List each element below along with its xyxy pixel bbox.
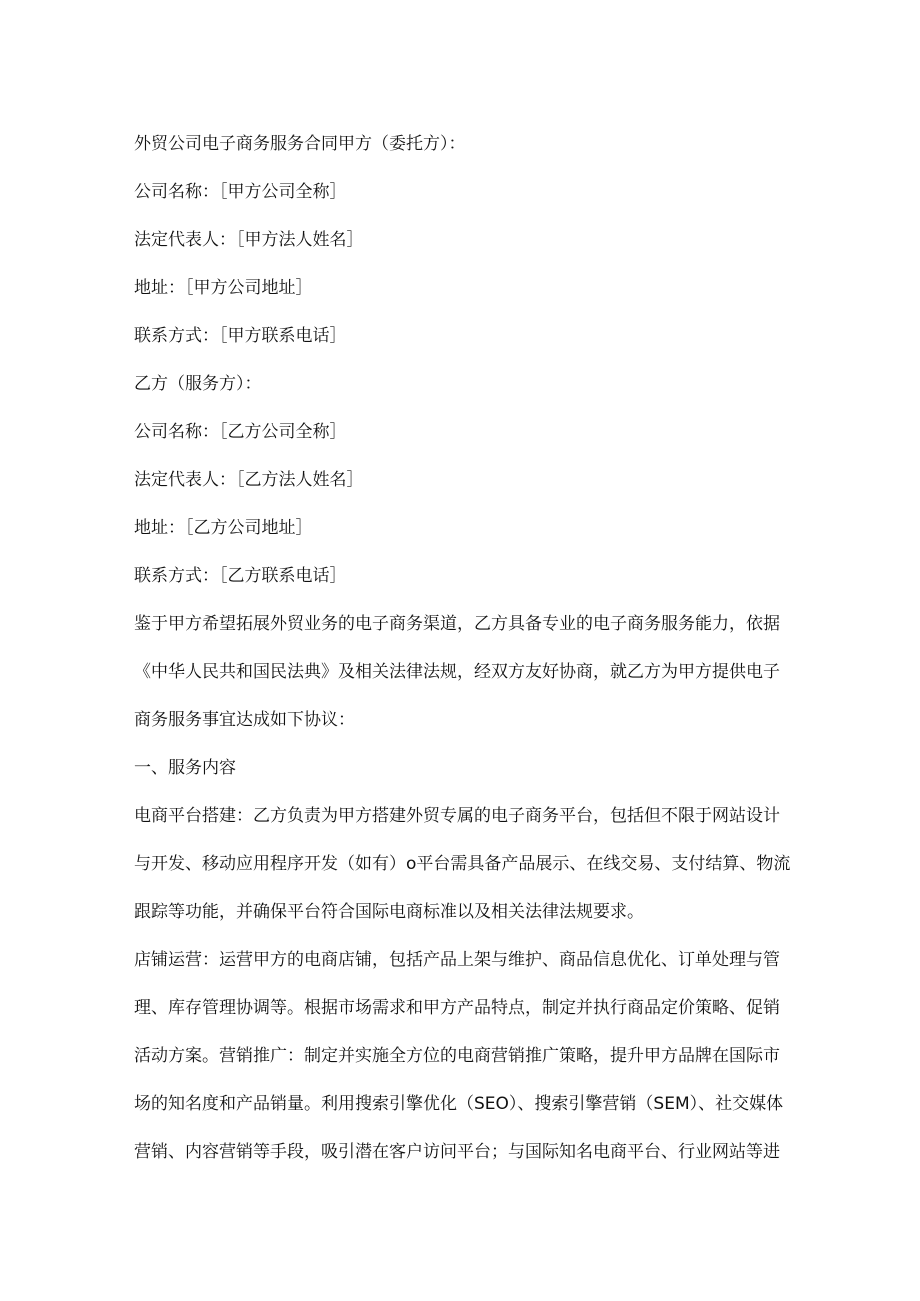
platform-line: 电商平台搭建：乙方负责为甲方搭建外贸专属的电子商务平台，包括但不限于网站设计 xyxy=(134,806,780,826)
party-a-address: 地址：［甲方公司地址］ xyxy=(134,278,313,298)
platform-line: 跟踪等功能，并确保平台符合国际电商标准以及相关法律法规要求。 xyxy=(134,902,644,922)
operation-line: 活动方案。营销推广：制定并实施全方位的电商营销推广策略，提升甲方品牌在国际市 xyxy=(134,1046,780,1066)
preamble-line: 商务服务事宜达成如下协议： xyxy=(134,710,355,730)
operation-line: 营销、内容营销等手段，吸引潜在客户访问平台；与国际知名电商平台、行业网站等进 xyxy=(134,1142,780,1162)
platform-line: 与开发、移动应用程序开发（如有）o平台需具备产品展示、在线交易、支付结算、物流 xyxy=(134,854,791,874)
contract-title: 外贸公司电子商务服务合同甲方（委托方）： xyxy=(134,134,466,154)
operation-paragraph xyxy=(134,936,794,1176)
party-a-contact: 联系方式：［甲方联系电话］ xyxy=(134,326,347,346)
operation-line: 场的知名度和产品销量。利用搜索引擎优化（SEO）、搜索引擎营销（SEM）、社交媒体 xyxy=(134,1094,784,1114)
platform-paragraph xyxy=(134,792,794,936)
party-b-heading: 乙方（服务方）： xyxy=(134,374,262,394)
operation-line: 理、库存管理协调等。根据市场需求和甲方产品特点，制定并执行商品定价策略、促销 xyxy=(134,998,780,1018)
party-b-address: 地址：［乙方公司地址］ xyxy=(134,518,313,538)
preamble-line: 《中华人民共和国民法典》及相关法律法规，经双方友好协商，就乙方为甲方提供电子 xyxy=(134,662,780,682)
party-a-company: 公司名称：［甲方公司全称］ xyxy=(134,182,347,202)
contract-document xyxy=(134,120,794,1176)
party-b-representative: 法定代表人：［乙方法人姓名］ xyxy=(134,470,364,490)
preamble-paragraph xyxy=(134,600,794,744)
preamble-line: 鉴于甲方希望拓展外贸业务的电子商务渠道，乙方具备专业的电子商务服务能力，依据 xyxy=(134,614,780,634)
party-b-company: 公司名称：［乙方公司全称］ xyxy=(134,422,347,442)
party-a-representative: 法定代表人：［甲方法人姓名］ xyxy=(134,230,364,250)
section-heading: 一、服务内容 xyxy=(134,758,236,778)
operation-line: 店铺运营：运营甲方的电商店铺，包括产品上架与维护、商品信息优化、订单处理与管 xyxy=(134,950,780,970)
party-b-contact: 联系方式：［乙方联系电话］ xyxy=(134,566,347,586)
